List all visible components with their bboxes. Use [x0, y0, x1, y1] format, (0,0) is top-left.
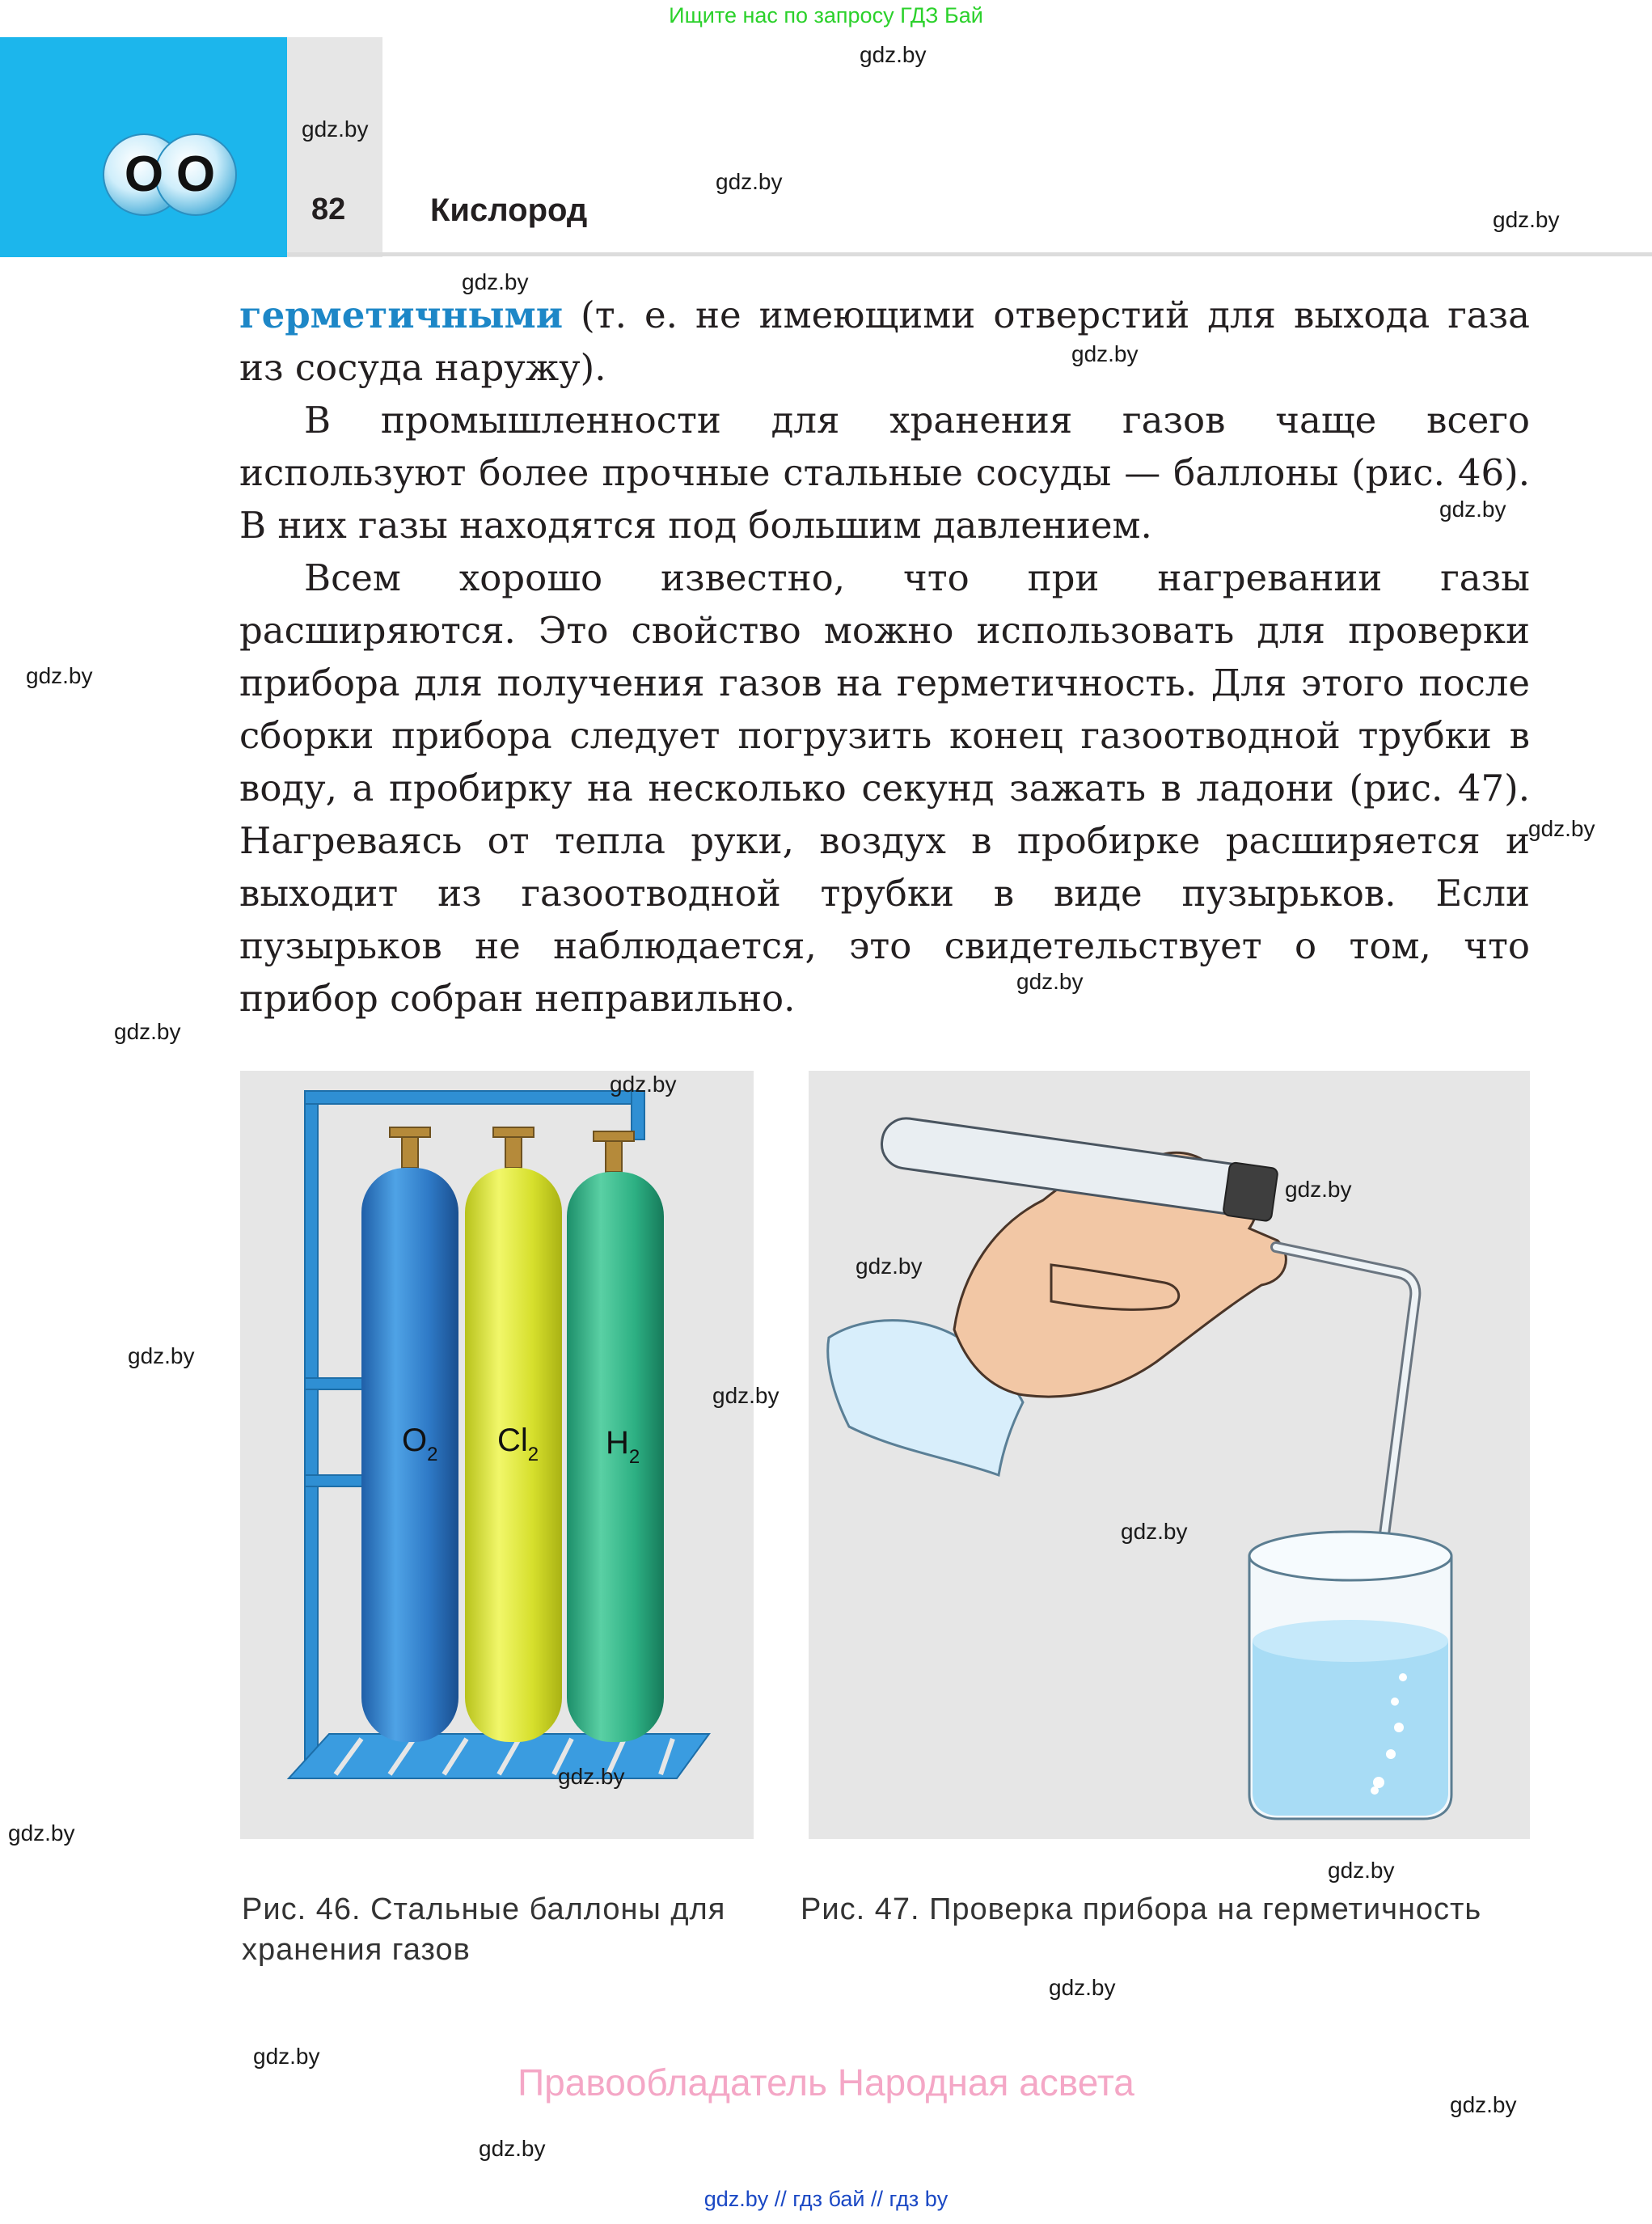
header-divider: [287, 252, 1652, 256]
watermark: gdz.by: [1049, 1975, 1116, 2000]
watermark: gdz.by: [1493, 207, 1560, 232]
chapter-title: Кислород: [430, 192, 588, 228]
watermark: gdz.by: [1071, 341, 1139, 366]
watermark: gdz.by: [114, 1019, 181, 1044]
watermark: gdz.by: [1450, 2092, 1517, 2117]
header-color-block: [0, 37, 287, 257]
figure-46-caption-line-2: хранения газов: [242, 1933, 471, 1967]
copyright-notice: Правообладатель Народная асвета: [518, 2061, 1134, 2103]
paragraph-1-text: (т. е. не имеющими отверстий для выхода газа из сосуда наружу).: [239, 294, 1530, 389]
watermark: gdz.by: [860, 42, 927, 67]
oxygen-molecule-icon: [0, 37, 287, 257]
watermark: gdz.by: [1439, 497, 1506, 522]
label-h2: $H_2$: [606, 1425, 640, 1468]
figure-46-caption: [242, 1889, 725, 1970]
watermark: gdz.by: [1285, 1177, 1352, 1202]
label-o2: $O_2$: [402, 1423, 438, 1465]
watermark: gdz.by: [1328, 1858, 1395, 1883]
watermark: gdz.by: [1121, 1519, 1188, 1544]
airtightness-test-illustration: [809, 1071, 1530, 1839]
paragraph-3: Всем хорошо известно, что при нагревании газы расширяются. Это свойство можно использовать для проверки прибора для получения газов на герметичность. Для этого после сборки прибора следует погрузить конец газоотводной трубки в воду, а пробирку на несколько секунд зажать в ладони (рис. 47). Нагреваясь от тепла руки, воздух в пробирке расширяется и выходит из газоотводной трубки в виде пузырьков. Если пузырьков не наблюдается, это свидетельствует о том, что прибор собран неправильно.: [239, 556, 1530, 1020]
watermark: gdz.by: [253, 2044, 320, 2069]
watermark: gdz.by: [610, 1072, 677, 1097]
watermark: gdz.by: [558, 1764, 625, 1789]
svg-text:O: O: [124, 146, 164, 202]
page-number: 82: [311, 192, 346, 226]
watermark: gdz.by: [479, 2136, 546, 2161]
footer-links[interactable]: gdz.by // гдз бай // гдз by: [703, 2187, 949, 2211]
figure-46-caption-line-1: Рис. 46. Стальные баллоны для: [242, 1892, 726, 1926]
watermark: gdz.by: [856, 1254, 923, 1279]
watermark: gdz.by: [8, 1820, 75, 1846]
watermark: gdz.by: [302, 116, 369, 142]
key-term: герметичными: [239, 294, 564, 336]
watermark: gdz.by: [462, 269, 529, 294]
figure-47: [809, 1071, 1530, 1839]
watermark: gdz.by: [1016, 969, 1084, 994]
watermark: gdz.by: [1528, 816, 1595, 841]
watermark: gdz.by: [26, 663, 93, 688]
top-banner[interactable]: Ищите нас по запросу ГДЗ Бай: [669, 3, 983, 27]
figure-46: [240, 1071, 754, 1839]
paragraph-2: В промышленности для хранения газов чаще всего используют более прочные стальные сосуды — баллоны (рис. 46). В них газы находятся под большим давлением.: [239, 399, 1530, 547]
label-cl2: $Cl_2$: [497, 1423, 539, 1465]
gas-cylinders-illustration: [240, 1071, 754, 1839]
watermark: gdz.by: [716, 169, 783, 194]
watermark: gdz.by: [712, 1383, 780, 1408]
paragraph-1: [239, 289, 1530, 394]
body-text: [239, 289, 1530, 1025]
svg-text:O: O: [175, 146, 216, 202]
figure-47-caption: Рис. 47. Проверка прибора на герметичность: [801, 1892, 1482, 1926]
watermark: gdz.by: [128, 1343, 195, 1368]
